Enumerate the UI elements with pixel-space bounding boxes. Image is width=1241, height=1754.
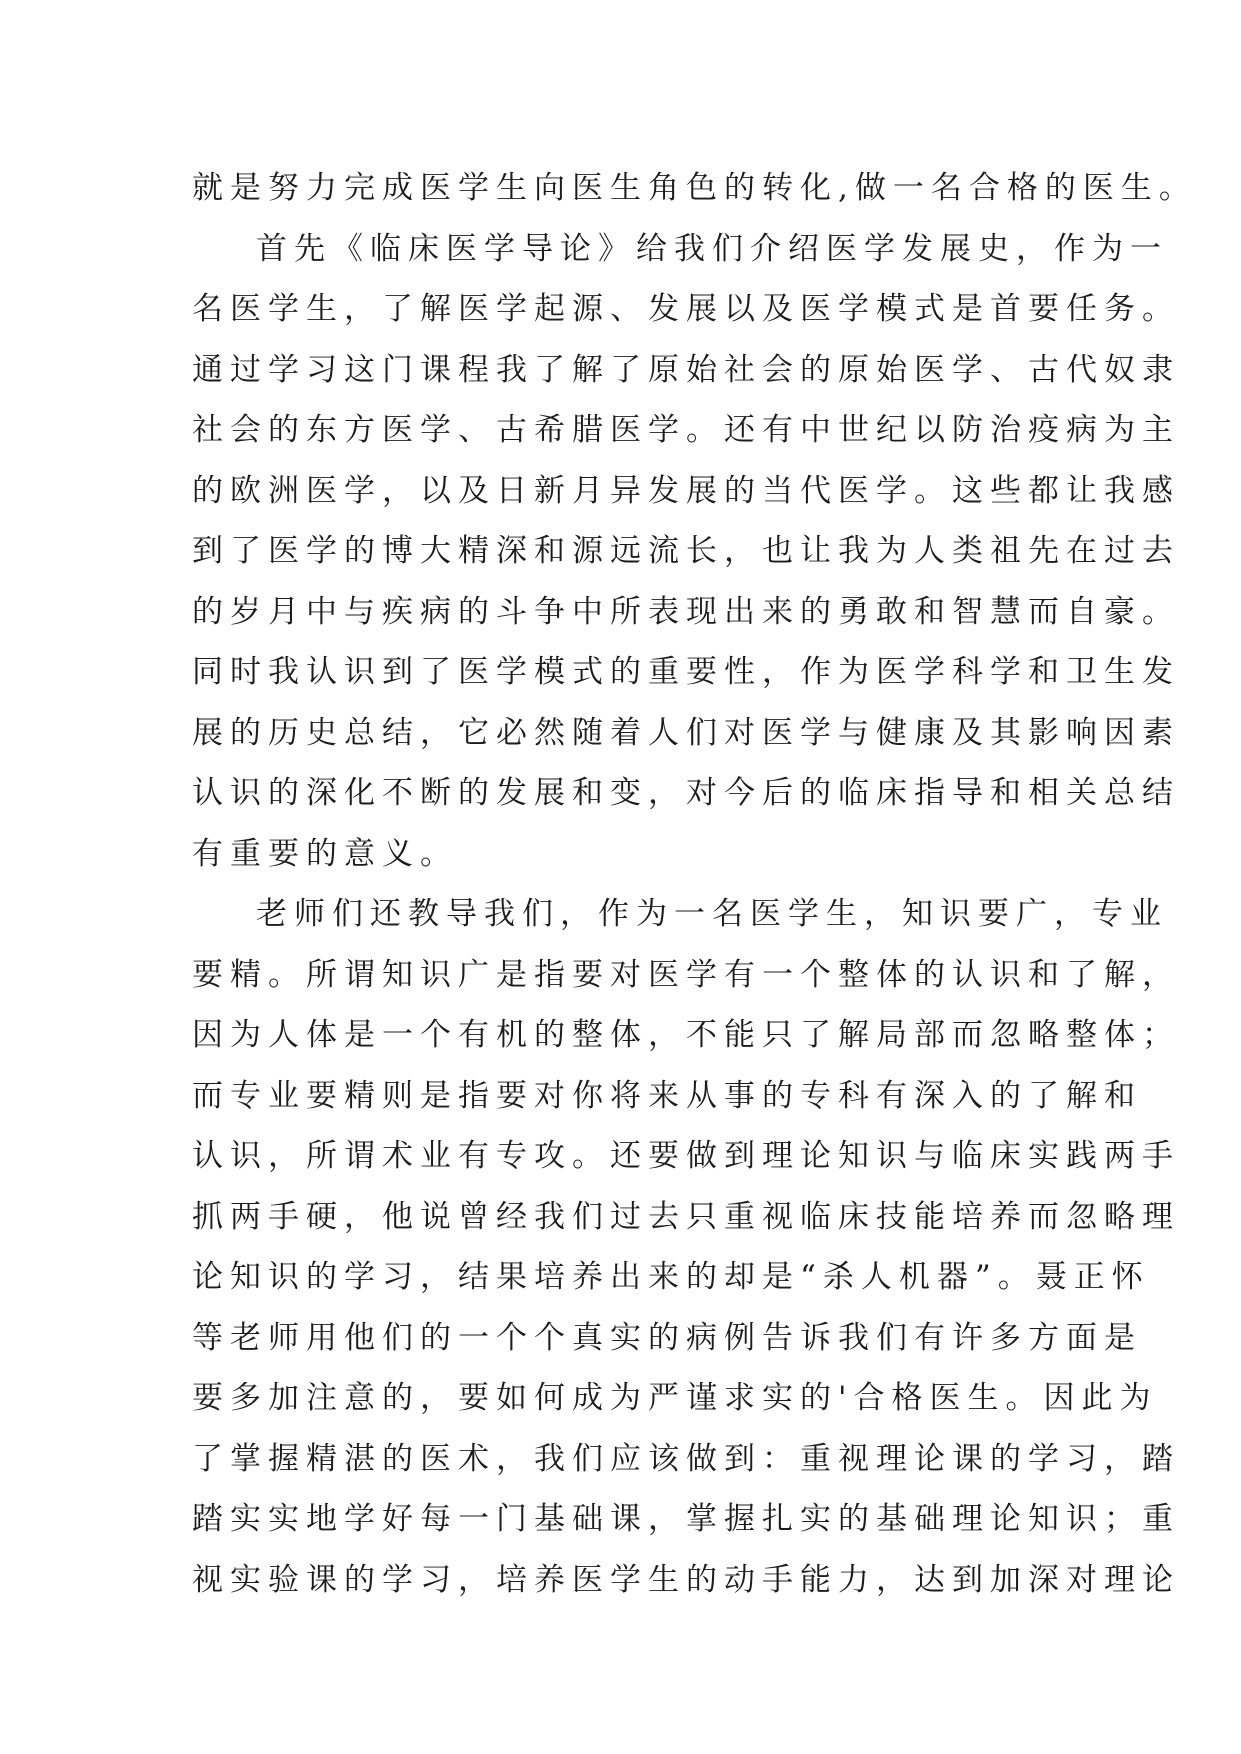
- text-line: 的欧洲医学，以及日新月异发展的当代医学。这些都让我感: [192, 472, 1180, 509]
- paragraph-start-line: 老师们还教导我们，作为一名医学生，知识要广，专业: [256, 896, 1168, 932]
- text-line: 名医学生，了解医学起源、发展以及医学模式是首要任务。: [192, 291, 1180, 327]
- paragraph-start-line: 首先《临床医学导论》给我们介绍医学发展史，作为一: [256, 230, 1168, 267]
- text-line: 要多加注意的，要如何成为严谨求实的'合格医生。因此为: [192, 1380, 1158, 1416]
- text-line: 了掌握精湛的医术，我们应该做到：重视理论课的学习，踏: [192, 1440, 1180, 1477]
- text-line: 同时我认识到了医学模式的重要性，作为医学科学和卫生发: [192, 654, 1180, 690]
- text-line: 社会的东方医学、古希腊医学。还有中世纪以防治疫病为主: [192, 412, 1180, 448]
- text-line: 视实验课的学习，培养医学生的动手能力，达到加深对理论: [192, 1561, 1180, 1598]
- text-line: 有重要的意义。: [192, 835, 458, 872]
- text-line: 等老师用他们的一个个真实的病例告诉我们有许多方面是: [192, 1319, 1142, 1356]
- text-line: 到了医学的博大精深和源远流长，也让我为人类祖先在过去: [192, 533, 1180, 569]
- text-line: 而专业要精则是指要对你将来从事的专科有深入的了解和: [192, 1077, 1142, 1114]
- text-line: 论知识的学习，结果培养出来的却是“杀人机器”。聂正怀: [192, 1259, 1150, 1295]
- text-line: 就是努力完成医学生向医生角色的转化,做一名合格的医生。: [192, 170, 1197, 206]
- text-line: 通过学习这门课程我了解了原始社会的原始医学、古代奴隶: [192, 351, 1180, 388]
- text-line: 踏实实地学好每一门基础课，掌握扎实的基础理论知识；重: [192, 1501, 1180, 1537]
- text-line: 的岁月中与疾病的斗争中所表现出来的勇敢和智慧而自豪。: [192, 593, 1180, 630]
- text-line: 要精。所谓知识广是指要对医学有一个整体的认识和了解，: [192, 956, 1180, 993]
- body-text: [192, 158, 1197, 1610]
- text-line: 抓两手硬，他说曾经我们过去只重视临床技能培养而忽略理: [192, 1198, 1180, 1235]
- text-line: 认识，所谓术业有专攻。还要做到理论知识与临床实践两手: [192, 1138, 1180, 1174]
- text-line: 展的历史总结，它必然随着人们对医学与健康及其影响因素: [192, 714, 1180, 751]
- text-line: 因为人体是一个有机的整体，不能只了解局部而忽略整体；: [192, 1017, 1180, 1053]
- text-line: 认识的深化不断的发展和变，对今后的临床指导和相关总结: [192, 775, 1180, 811]
